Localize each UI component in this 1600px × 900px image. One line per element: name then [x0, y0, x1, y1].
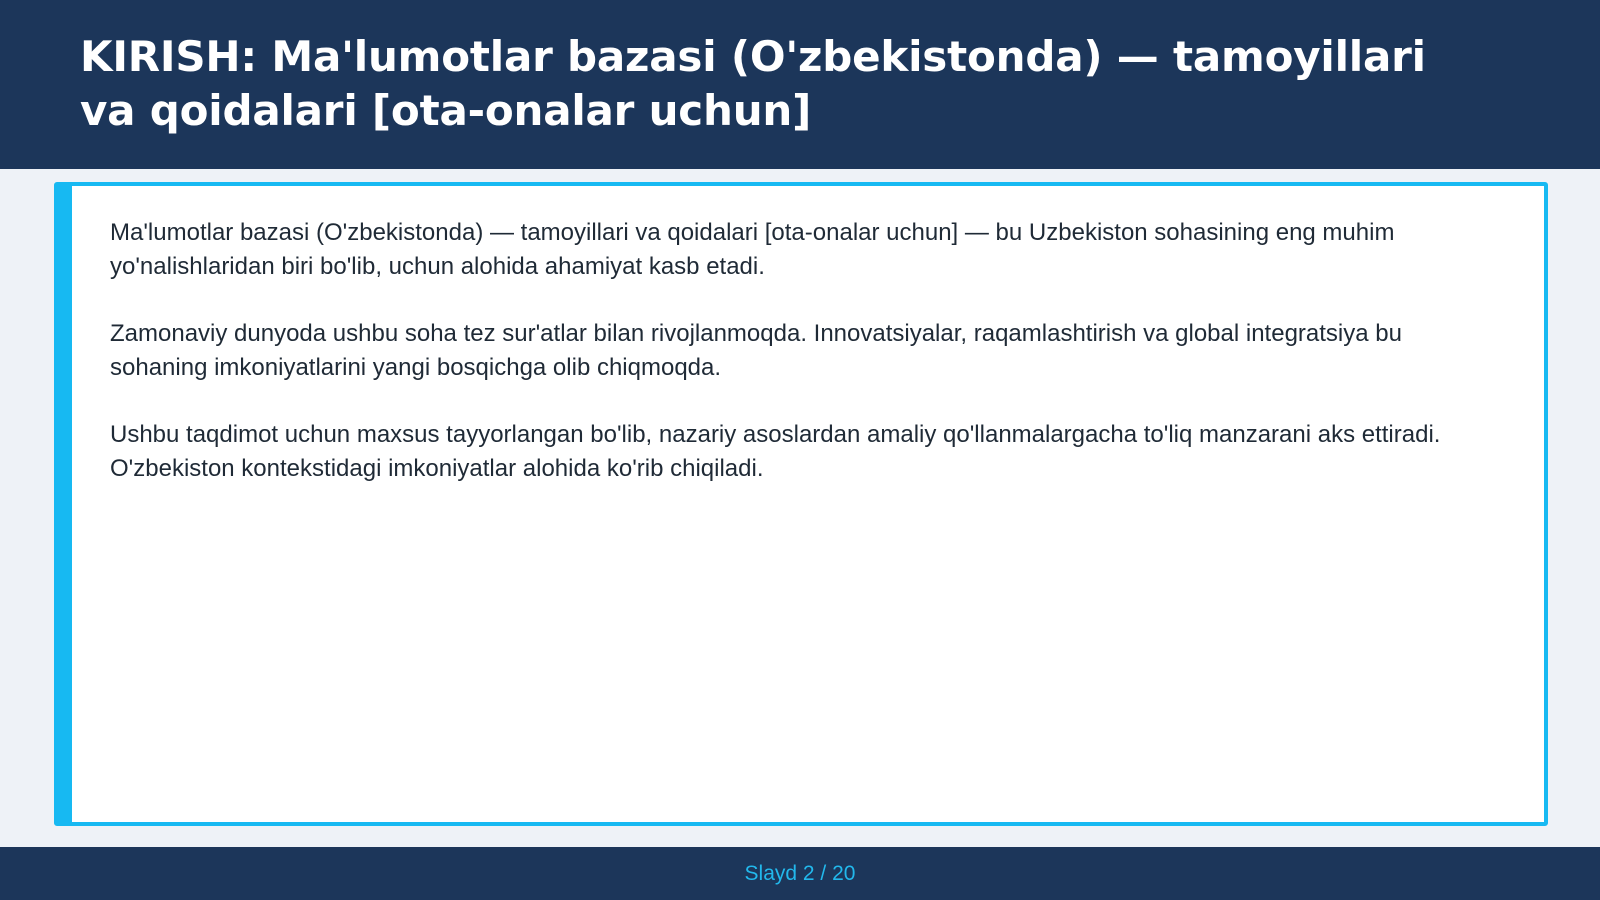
slide-header — [0, 0, 1600, 169]
content-card — [54, 182, 1548, 826]
modern-world-paragraph: Zamonaviy dunyoda ushbu soha tez sur'atlar bilan rivojlanmoqda. Innovatsiyalar, raqamlashtirish va global integratsiya bu sohaning imkoniyatlarini yangi bosqichga olib chiqmoqda. — [110, 320, 1402, 381]
presentation-paragraph: Ushbu taqdimot uchun maxsus tayyorlangan bo'lib, nazariy asoslardan amaliy qo'llanmalargacha to'liq manzarani aks ettiradi. O'zbekiston kontekstidagi imkoniyatlar alohida ko'rib chiqiladi. — [110, 421, 1441, 482]
slide-title: KIRISH: Ma'lumotlar bazasi (O'zbekistonda) — tamoyillari va qoidalari [ota-onalar uchun] — [80, 32, 1426, 135]
slide-footer — [0, 847, 1600, 900]
intro-paragraph: Ma'lumotlar bazasi (O'zbekistonda) — tamoyillari va qoidalari [ota-onalar uchun] — bu Uzbekiston sohasining eng muhim yo'nalishlaridan biri bo'lib, uchun alohida ahamiyat kasb etadi. — [110, 219, 1395, 280]
slide-counter: Slayd 2 / 20 — [744, 861, 856, 885]
